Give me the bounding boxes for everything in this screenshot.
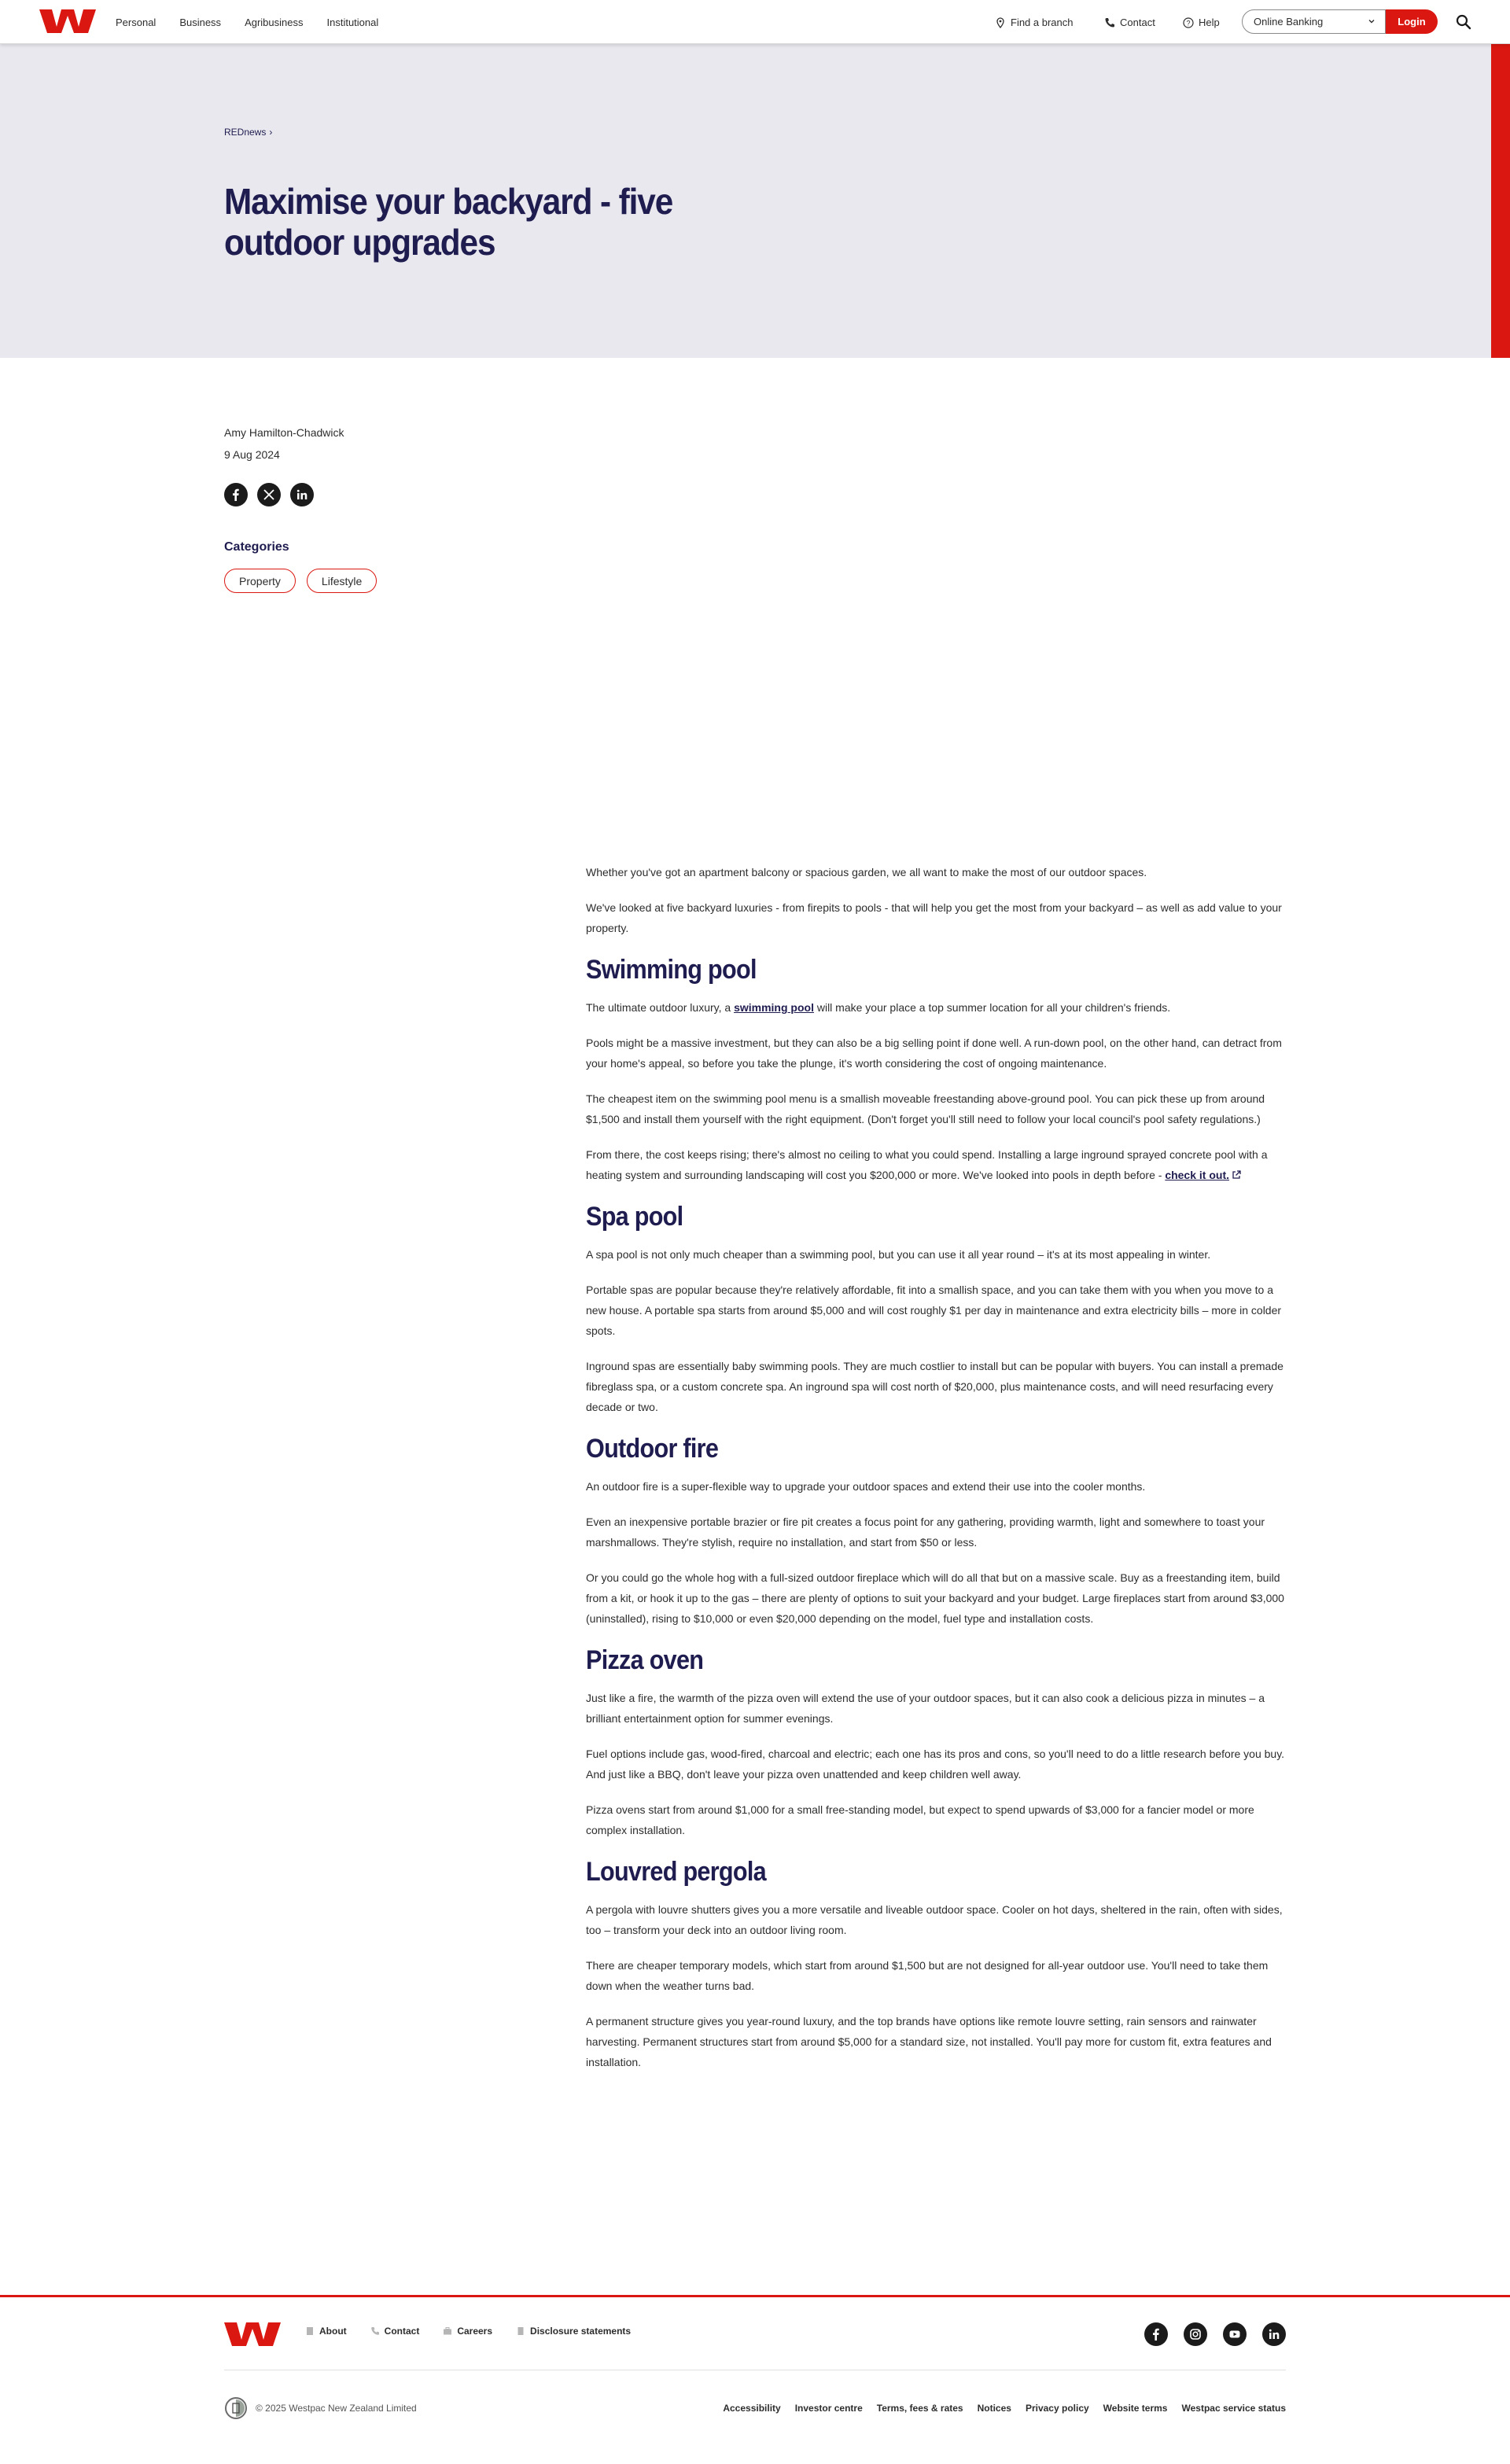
investor-centre-link[interactable]: Investor centre: [794, 2403, 863, 2414]
hero-accent-bar: [1491, 44, 1510, 358]
paragraph: A spa pool is not only much cheaper than a swimming pool, but you can use it all year round – it's at its most appealing in winter.: [586, 1248, 1211, 1261]
paragraph: Inground spas are essentially baby swimming pools. They are much costlier to install but can be popular with buyers. You can install a premade fibreglass spa, or a custom concrete spa. An inground spa will cost north of $20,000, plus maintenance costs, and will need resurfacing every decade or two.: [586, 1360, 1284, 1413]
swimming-pool-link[interactable]: swimming pool: [734, 1001, 814, 1014]
find-branch-link[interactable]: Find a branch: [995, 17, 1074, 28]
article-body: [586, 862, 1294, 2087]
breadcrumb-separator: ›: [269, 127, 273, 138]
footer-contact-link[interactable]: Contact: [370, 2326, 420, 2337]
building-icon: [305, 2326, 315, 2336]
phone-icon: [1104, 17, 1115, 28]
accessibility-link[interactable]: Accessibility: [723, 2403, 781, 2414]
westpac-logo[interactable]: [224, 2322, 281, 2346]
footer-social-icons: [1144, 2322, 1286, 2346]
login-button[interactable]: Login: [1386, 9, 1438, 34]
paragraph: A permanent structure gives you year-round luxury, and the top brands have options like remote louvre setting, rain sensors and rainwater harvesting. Permanent structures start from around $5,000 for a standard size, not installed. You'll pay more for custom fit, extra features and installation.: [586, 2015, 1272, 2068]
youtube-icon[interactable]: [1223, 2322, 1247, 2346]
page-title: Maximise your backyard - five outdoor upgrades: [224, 181, 673, 263]
footer-about-link[interactable]: About: [305, 2326, 347, 2337]
privacy-policy-link[interactable]: Privacy policy: [1025, 2403, 1089, 2414]
section-heading-louvred-pergola: Louvred pergola: [586, 1857, 766, 1887]
paragraph: Portable spas are popular because they're relatively affordable, fit into a smallish space, and you can take them with you when you move to a new house. A portable spa starts from around $5,000 and will cost roughly $1 per day in maintenance and extra electricity bills – more in colder spots.: [586, 1284, 1282, 1337]
footer-disclosure-link[interactable]: Disclosure statements: [516, 2326, 631, 2337]
paragraph: Just like a fire, the warmth of the pizza oven will extend the use of your outdoor spaces, but it can also cook a delicious pizza in minutes – a brilliant entertainment option for summer evenings.: [586, 1692, 1265, 1725]
share-icons: [224, 483, 314, 506]
svg-text:?: ?: [1186, 19, 1191, 27]
footer-bottom-links: [723, 2403, 1286, 2414]
section-heading-spa-pool: Spa pool: [586, 1202, 683, 1232]
footer-copyright: © 2025 Westpac New Zealand Limited: [224, 2396, 417, 2420]
phone-icon: [370, 2326, 380, 2336]
intro-paragraph: Whether you've got an apartment balcony or spacious garden, we all want to make the most of our outdoor spaces.: [586, 866, 1147, 878]
paragraph: The cheapest item on the swimming pool menu is a smallish moveable freestanding above-ground pool. You can pick these up from around $1,500 and install them yourself with the right equipment. (Don't forget you'll still need to follow your local council's pool safety regulations.): [586, 1092, 1265, 1125]
facebook-icon[interactable]: [1144, 2322, 1168, 2346]
section-heading-swimming-pool: Swimming pool: [586, 955, 757, 985]
sustainability-badge-icon: [224, 2396, 248, 2420]
external-link-icon: [1232, 1170, 1241, 1180]
terms-fees-link[interactable]: Terms, fees & rates: [876, 2403, 963, 2414]
paragraph: The ultimate outdoor luxury, a swimming pool will make your place a top summer location for all your children's friends.: [586, 1001, 1171, 1014]
document-icon: [516, 2326, 525, 2336]
breadcrumb-rednews[interactable]: REDnews: [224, 127, 267, 138]
article-author: Amy Hamilton-Chadwick: [224, 426, 344, 439]
intro-paragraph: We've looked at five backyard luxuries - from firepits to pools - that will help you get the most from your backyard – as well as add value to your property.: [586, 901, 1282, 934]
main-nav: [116, 0, 378, 44]
chevron-down-icon: [1368, 17, 1376, 25]
footer-links: [305, 2326, 631, 2337]
x-share-icon[interactable]: [257, 483, 281, 506]
paragraph: Even an inexpensive portable brazier or fire pit creates a focus point for any gathering, providing warmth, light and somewhere to toast your marshmallows. They're stylish, require no installation, and start from $50 or less.: [586, 1516, 1265, 1549]
category-chips: [224, 569, 377, 593]
nav-agribusiness[interactable]: Agribusiness: [245, 16, 304, 28]
paragraph: Or you could go the whole hog with a full-sized outdoor fireplace which will do all that but on a massive scale. Buy as a freestanding item, build from a kit, or hook it up to the gas – there are plenty of options to suit your backyard and your budget. Large fireplaces start from around $3,000 (uninstalled), rising to $10,000 or even $20,000 depending on the model, fuel type and installation costs.: [586, 1571, 1284, 1625]
check-it-out-link[interactable]: check it out.: [1165, 1169, 1229, 1181]
section-heading-pizza-oven: Pizza oven: [586, 1645, 704, 1675]
help-icon: [1183, 17, 1194, 28]
online-banking-select[interactable]: Online Banking: [1242, 9, 1386, 34]
nav-institutional[interactable]: Institutional: [326, 16, 379, 28]
facebook-share-icon[interactable]: [224, 483, 248, 506]
contact-link[interactable]: Contact: [1104, 17, 1155, 28]
site-footer: [0, 2295, 1510, 2464]
help-link[interactable]: ? Help: [1183, 17, 1220, 28]
linkedin-share-icon[interactable]: [290, 483, 314, 506]
service-status-link[interactable]: Westpac service status: [1181, 2403, 1286, 2414]
category-chip-lifestyle[interactable]: Lifestyle: [307, 569, 377, 593]
nav-business[interactable]: Business: [179, 16, 222, 28]
paragraph: Pizza ovens start from around $1,000 for a small free-standing model, but expect to spend upwards of $3,000 for a fancier model or more complex installation.: [586, 1803, 1254, 1836]
paragraph: Fuel options include gas, wood-fired, charcoal and electric; each one has its pros and cons, so you'll need to do a little research before you buy. And just like a BBQ, don't leave your pizza oven unattended and keep children well away.: [586, 1748, 1285, 1781]
paragraph: A pergola with louvre shutters gives you a more versatile and liveable outdoor space. Cooler on hot days, sheltered in the rain, often with sides, too – transform your deck into an outdoor living room.: [586, 1903, 1283, 1936]
article-date: 9 Aug 2024: [224, 448, 280, 461]
category-chip-property[interactable]: Property: [224, 569, 296, 593]
linkedin-icon[interactable]: [1262, 2322, 1286, 2346]
notices-link[interactable]: Notices: [977, 2403, 1011, 2414]
briefcase-icon: [443, 2326, 452, 2336]
paragraph: From there, the cost keeps rising; there's almost no ceiling to what you could spend. Installing a large inground sprayed concrete pool with a heating system and surrounding landscaping will cost you $200,000 or more. We've looked into pools in depth before - check it out.: [586, 1148, 1268, 1181]
breadcrumb: [224, 127, 272, 138]
paragraph: Pools might be a massive investment, but they can also be a big selling point if done well. A run-down pool, on the other hand, can detract from your home's appeal, so before you take the plunge, it's worth considering the cost of ongoing maintenance.: [586, 1037, 1282, 1070]
location-pin-icon: [995, 17, 1006, 28]
paragraph: An outdoor fire is a super-flexible way to upgrade your outdoor spaces and extend their use into the cooler months.: [586, 1480, 1146, 1493]
instagram-icon[interactable]: [1184, 2322, 1207, 2346]
top-navigation: [0, 0, 1510, 44]
westpac-logo[interactable]: [39, 9, 96, 33]
search-icon[interactable]: [1456, 14, 1471, 30]
section-heading-outdoor-fire: Outdoor fire: [586, 1434, 719, 1464]
categories-heading: Categories: [224, 540, 289, 554]
website-terms-link[interactable]: Website terms: [1103, 2403, 1168, 2414]
paragraph: There are cheaper temporary models, which start from around $1,500 but are not designed for all-year outdoor use. You'll need to take them down when the weather turns bad.: [586, 1959, 1269, 1992]
nav-personal[interactable]: Personal: [116, 16, 157, 28]
footer-careers-link[interactable]: Careers: [443, 2326, 492, 2337]
